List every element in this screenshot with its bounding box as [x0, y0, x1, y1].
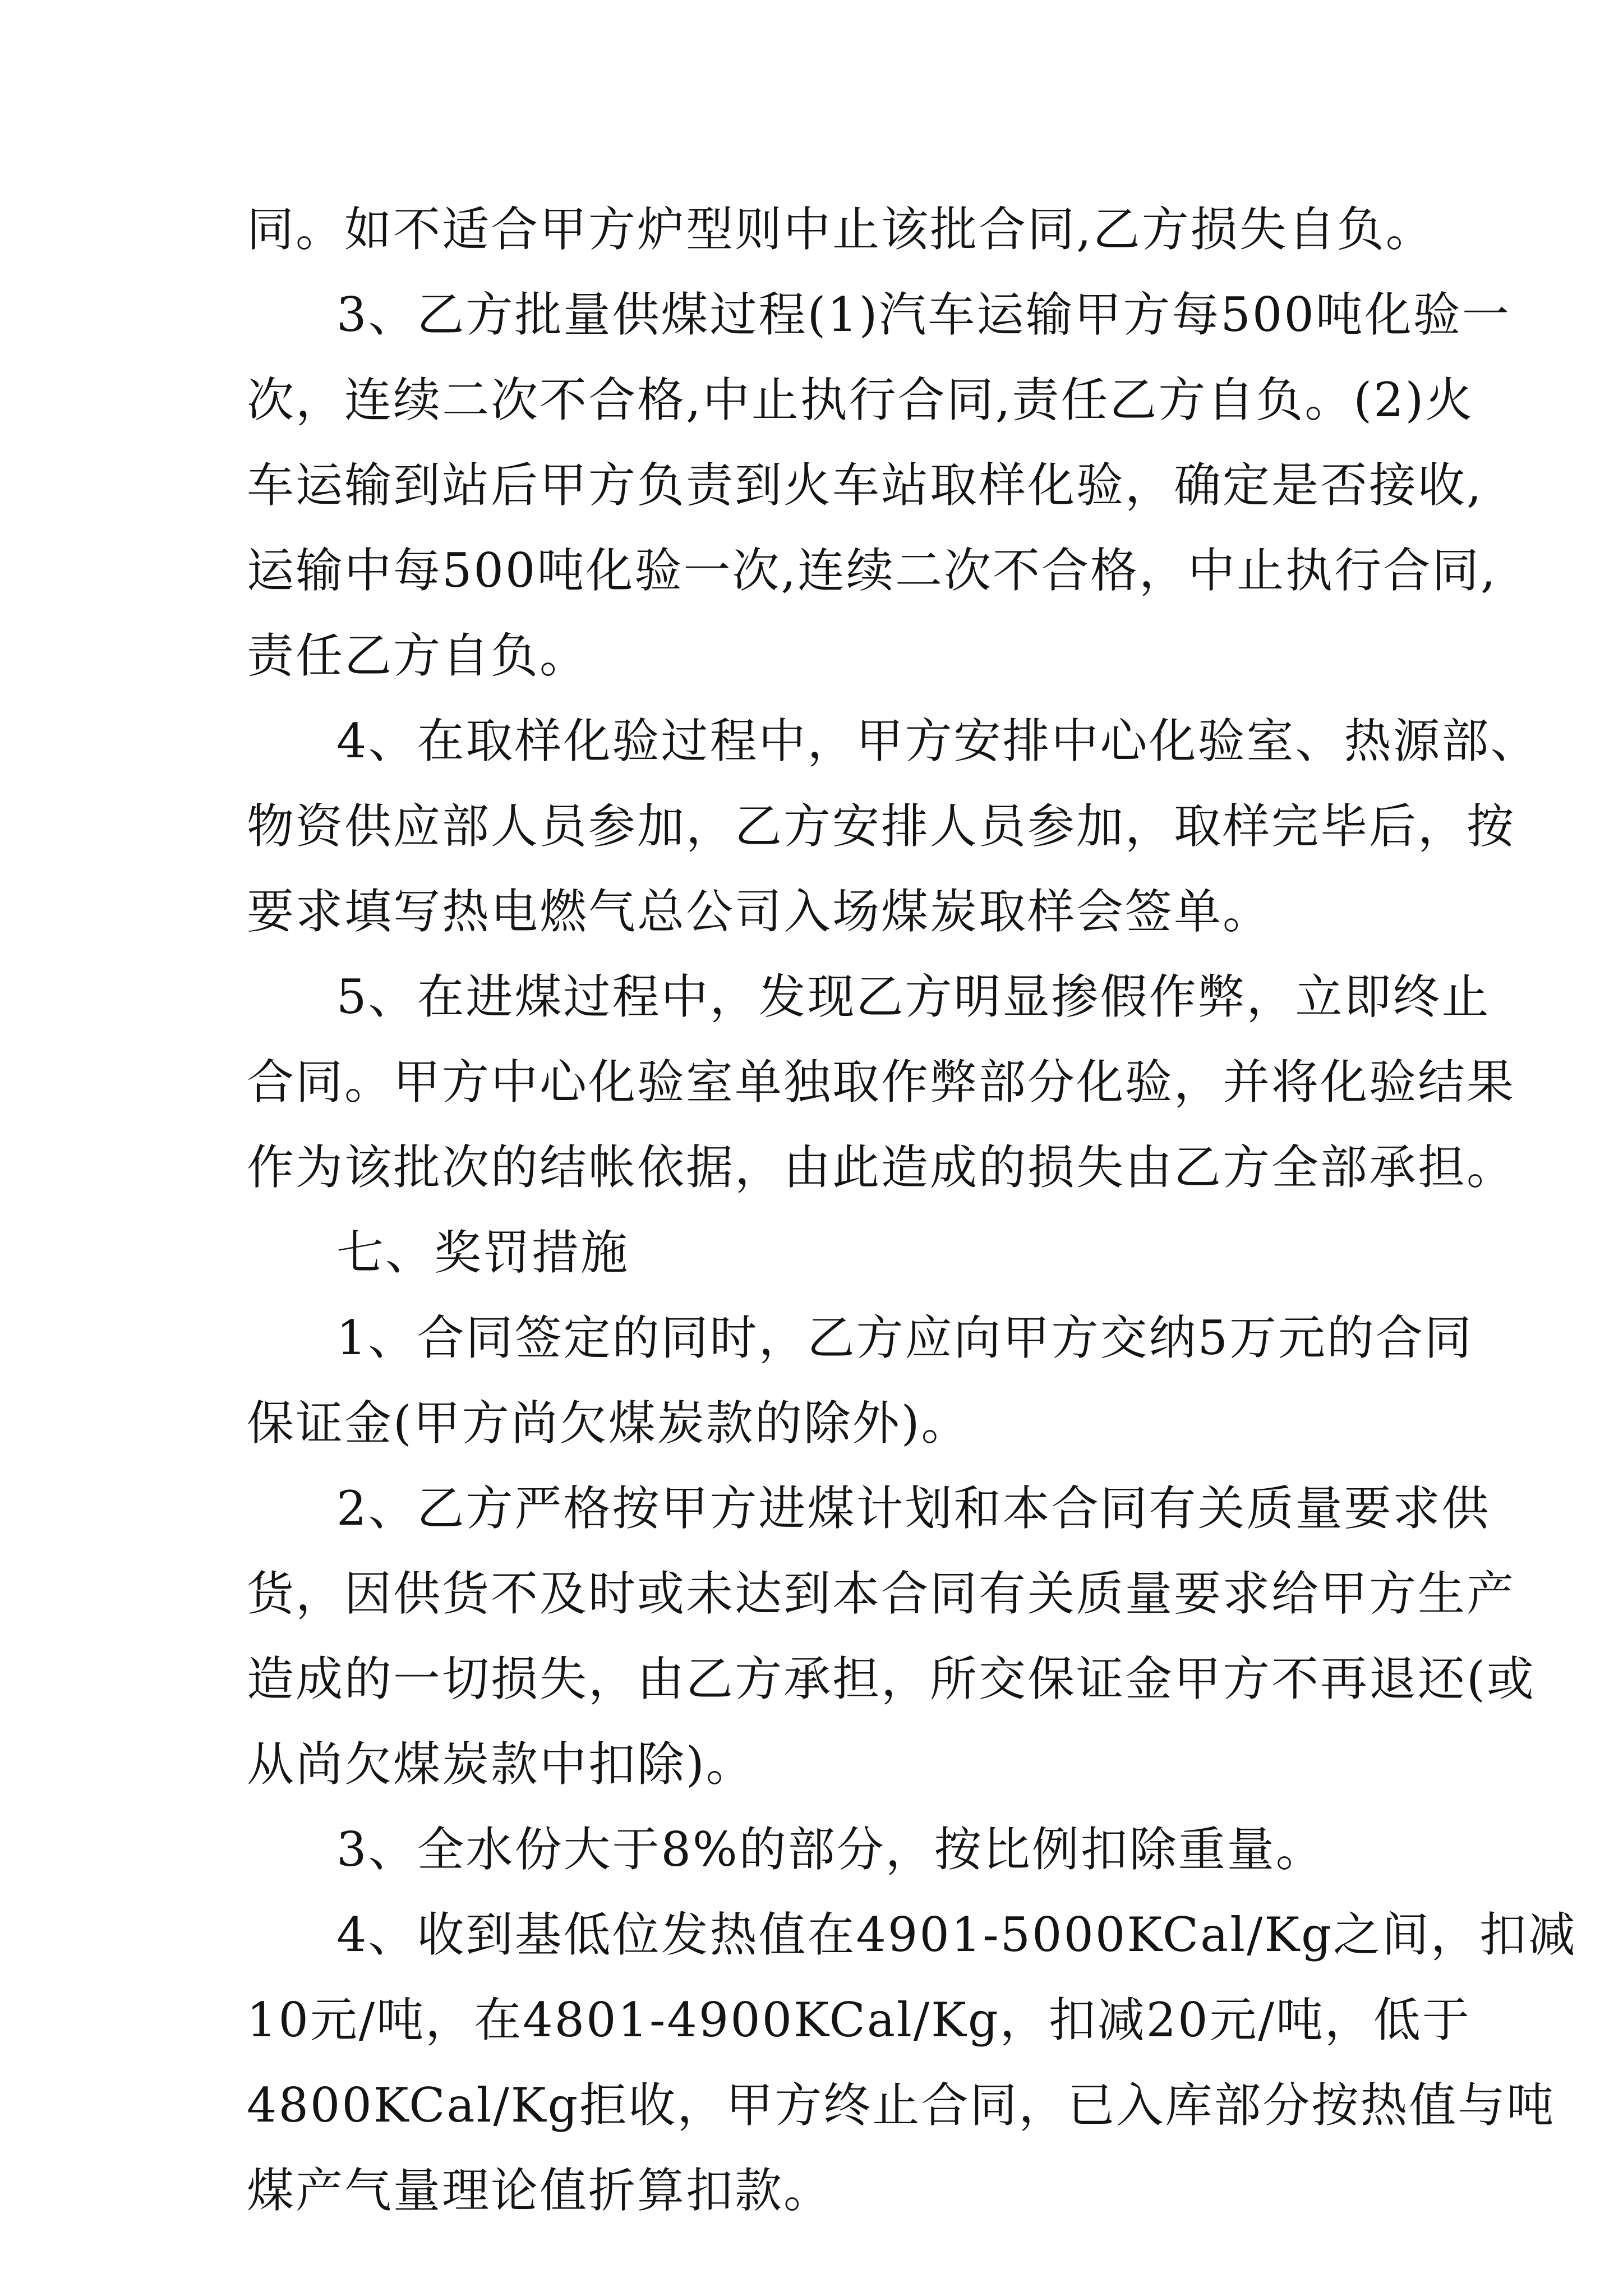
- paragraph-line: 4800KCal/Kg拒收，甲方终止合同，已入库部分按热值与吨: [247, 2078, 1556, 2133]
- paragraph-line: 造成的一切损失，由乙方承担，所交保证金甲方不再退还(或: [247, 1651, 1536, 1706]
- paragraph-line: 要求填写热电燃气总公司入场煤炭取样会签单。: [247, 884, 1272, 939]
- document-body: [247, 199, 1577, 2246]
- paragraph-line: 煤产气量理论值折算扣款。: [247, 2163, 833, 2218]
- paragraph-line: 3、全水份大于8%的部分，按比例扣除重量。: [336, 1822, 1325, 1877]
- paragraph-line: 2、乙方严格按甲方进煤计划和本合同有关质量要求供: [336, 1481, 1491, 1536]
- paragraph-line: 责任乙方自负。: [247, 628, 589, 683]
- paragraph-line: 4、收到基低位发热值在4901-5000KCal/Kg之间，扣减: [336, 1907, 1577, 1962]
- paragraph-line: 保证金(甲方尚欠煤炭款的除外)。: [247, 1396, 970, 1451]
- paragraph-line: 运输中每500吨化验一次,连续二次不合格，中止执行合同,: [247, 543, 1497, 598]
- paragraph-line: 货，因供货不及时或未达到本合同有关质量要求给甲方生产: [247, 1566, 1516, 1621]
- section-heading: 七、奖罚措施: [336, 1225, 630, 1280]
- paragraph-line: 次，连续二次不合格,中止执行合同,责任乙方自负。(2)火: [247, 372, 1474, 427]
- paragraph-line: 物资供应部人员参加，乙方安排人员参加，取样完毕后，按: [247, 799, 1516, 854]
- paragraph-line: 3、乙方批量供煤过程(1)汽车运输甲方每500吨化验一: [336, 287, 1511, 342]
- paragraph-line: 1、合同签定的同时，乙方应向甲方交纳5万元的合同: [336, 1310, 1473, 1365]
- paragraph-line: 作为该批次的结帐依据，由此造成的损失由乙方全部承担。: [247, 1140, 1516, 1195]
- paragraph-line: 合同。甲方中心化验室单独取作弊部分化验，并将化验结果: [247, 1055, 1516, 1110]
- paragraph-line: 10元/吨，在4801-4900KCal/Kg，扣减20元/吨，低于: [247, 1993, 1471, 2047]
- paragraph-line: 从尚欠煤炭款中扣除)。: [247, 1737, 755, 1792]
- paragraph-line: 同。如不适合甲方炉型则中止该批合同,乙方损失自负。: [247, 202, 1435, 257]
- paragraph-line: 车运输到站后甲方负责到火车站取样化验，确定是否接收,: [247, 458, 1483, 513]
- paragraph-line: 5、在进煤过程中，发现乙方明显掺假作弊，立即终止: [336, 969, 1491, 1024]
- paragraph-line: 4、在取样化验过程中，甲方安排中心化验室、热源部、: [336, 714, 1539, 769]
